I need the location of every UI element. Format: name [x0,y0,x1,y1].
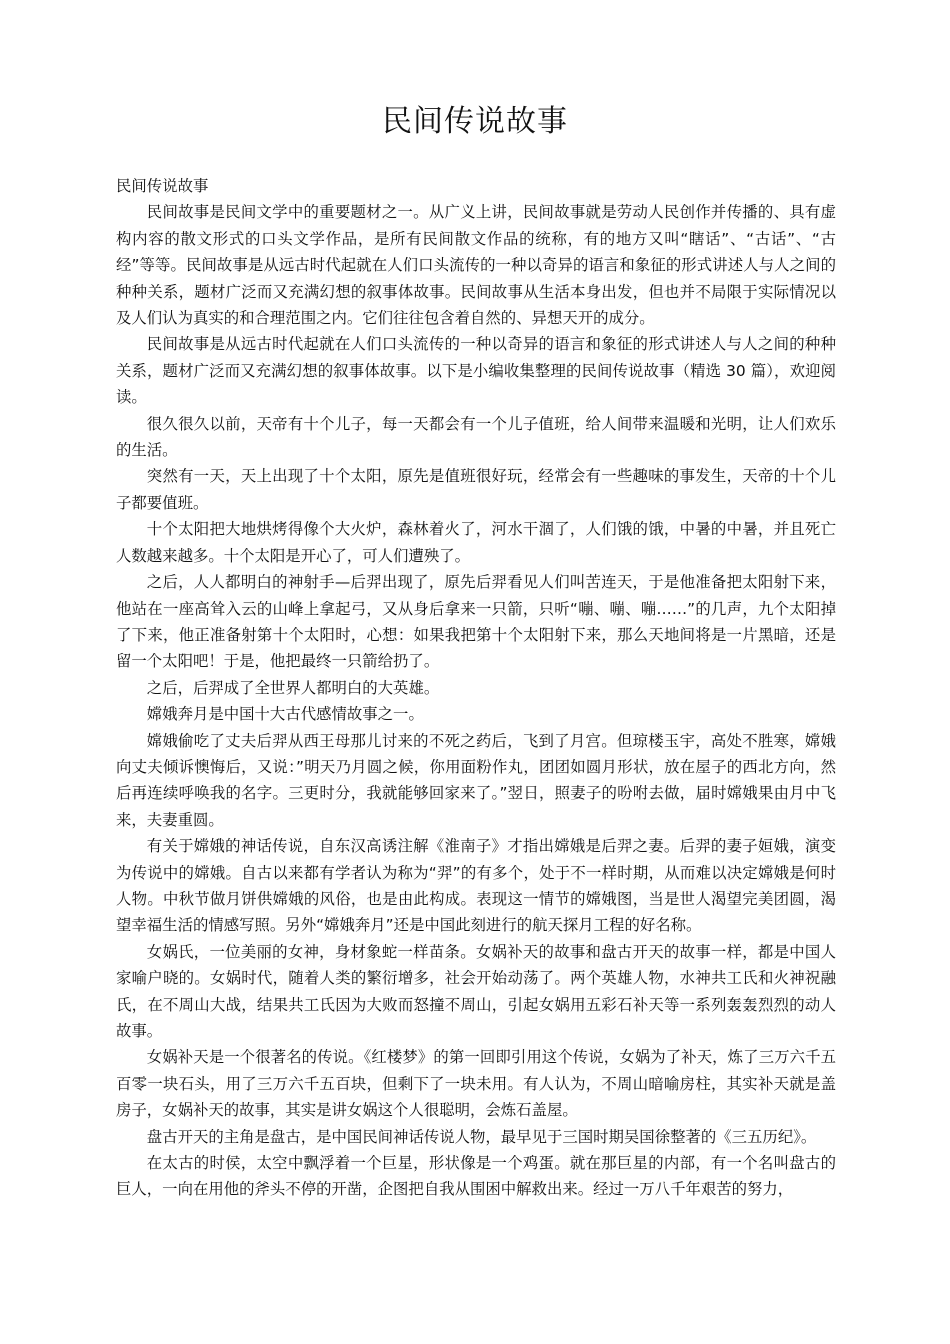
paragraph: 女娲氏，一位美丽的女神，身材象蛇一样苗条。女娲补天的故事和盘古开天的故事一样，都是中国人家喻户晓的。女娲时代，随着人类的繁衍增多，社会开始动荡了。两个英雄人物，水神共工氏和火神祝融氏，在不周山大战，结果共工氏因为大败而怒撞不周山，引起女娲用五彩石补天等一系列轰轰烈烈的动人故事。 [116,942,836,1040]
paragraph: 突然有一天，天上出现了十个太阳，原先是值班很好玩，经常会有一些趣味的事发生，天帝的十个儿子都要值班。 [116,467,836,512]
paragraph: 民间故事是从远古时代起就在人们口头流传的一种以奇异的语言和象征的形式讲述人与人之间的种种关系，题材广泛而又充满幻想的叙事体故事。以下是小编收集整理的民间传说故事（精选 30 篇），欢迎阅读。 [116,335,836,407]
paragraph: 有关于嫦娥的神话传说，自东汉高诱注解《淮南子》才指出嫦娥是后羿之妻。后羿的妻子姮娥，演变为传说中的嫦娥。自古以来都有学者认为称为“羿”的有多个，处于不一样时期，从而难以决定嫦娥是何时人物。中秋节做月饼供嫦娥的风俗，也是由此构成。表现这一情节的嫦娥图，当是世人渴望完美团圆，渴望幸福生活的情感写照。另外“嫦娥奔月”还是中国此刻进行的航天探月工程的好名称。 [116,837,836,935]
document-body [116,173,836,1203]
document-subtitle: 民间传说故事 [116,177,209,195]
paragraph: 盘古开天的主角是盘古，是中国民间神话传说人物，最早见于三国时期吴国徐整著的《三五历纪》。 [146,1127,817,1146]
document-title: 民间传说故事 [382,104,568,139]
paragraph: 很久很久以前，天帝有十个儿子，每一天都会有一个儿子值班，给人间带来温暖和光明，让人们欢乐的生活。 [116,414,836,460]
paragraph: 嫦娥偷吃了丈夫后羿从西王母那儿讨来的不死之药后，飞到了月宫。但琼楼玉宇，高处不胜寒，嫦娥向丈夫倾诉懊悔后，又说：”明天乃月圆之候，你用面粉作丸，团团如圆月形状，放在屋子的西北方向，然后再连续呼唤我的名字。三更时分，我就能够回家来了。”翌日，照妻子的吩咐去做，届时嫦娥果由月中飞来，夫妻重圆。 [116,731,836,829]
paragraph: 十个太阳把大地烘烤得像个大火炉，森林着火了，河水干涸了，人们饿的饿，中暑的中暑，并且死亡人数越来越多。十个太阳是开心了，可人们遭殃了。 [116,520,836,565]
paragraph: 之后，后羿成了全世界人都明白的大英雄。 [146,678,440,697]
paragraph: 在太古的时侯，太空中飘浮着一个巨星，形状像是一个鸡蛋。就在那巨星的内部，有一个名叫盘古的巨人，一向在用他的斧头不停的开凿，企图把自我从围困中解救出来。经过一万八千年艰苦的努力， [116,1154,836,1199]
paragraph: 民间故事是民间文学中的重要题材之一。从广义上讲，民间故事就是劳动人民创作并传播的、具有虚构内容的散文形式的口头文学作品，是所有民间散文作品的统称，有的地方又叫“瞎话”、“古话”、“古经”等等。民间故事是从远古时代起就在人们口头流传的一种以奇异的语言和象征的形式讲述人与人之间的种种关系，题材广泛而又充满幻想的叙事体故事。民间故事从生活本身出发，但也并不局限于实际情况以及人们认为真实的和合理范围之内。它们往往包含着自然的、异想天开的成分。 [116,203,836,328]
paragraph: 之后，人人都明白的神射手—后羿出现了，原先后羿看见人们叫苦连天，于是他准备把太阳射下来，他站在一座高耸入云的山峰上拿起弓，又从身后拿来一只箭，只听“嘣、嘣、嘣……”的几声，九个太阳掉了下来，他正准备射第十个太阳时，心想：如果我把第十个太阳射下来，那么天地间将是一片黑暗，还是留一个太阳吧！于是，他把最终一只箭给扔了。 [116,573,836,671]
paragraph: 女娲补天是一个很著名的传说。《红楼梦》的第一回即引用这个传说，女娲为了补天，炼了三万六千五百零一块石头，用了三万六千五百块，但剩下了一块未用。有人认为，不周山暗喻房柱，其实补天就是盖房子，女娲补天的故事，其实是讲女娲这个人很聪明，会炼石盖屋。 [116,1048,836,1120]
paragraph: 嫦娥奔月是中国十大古代感情故事之一。 [146,705,424,724]
